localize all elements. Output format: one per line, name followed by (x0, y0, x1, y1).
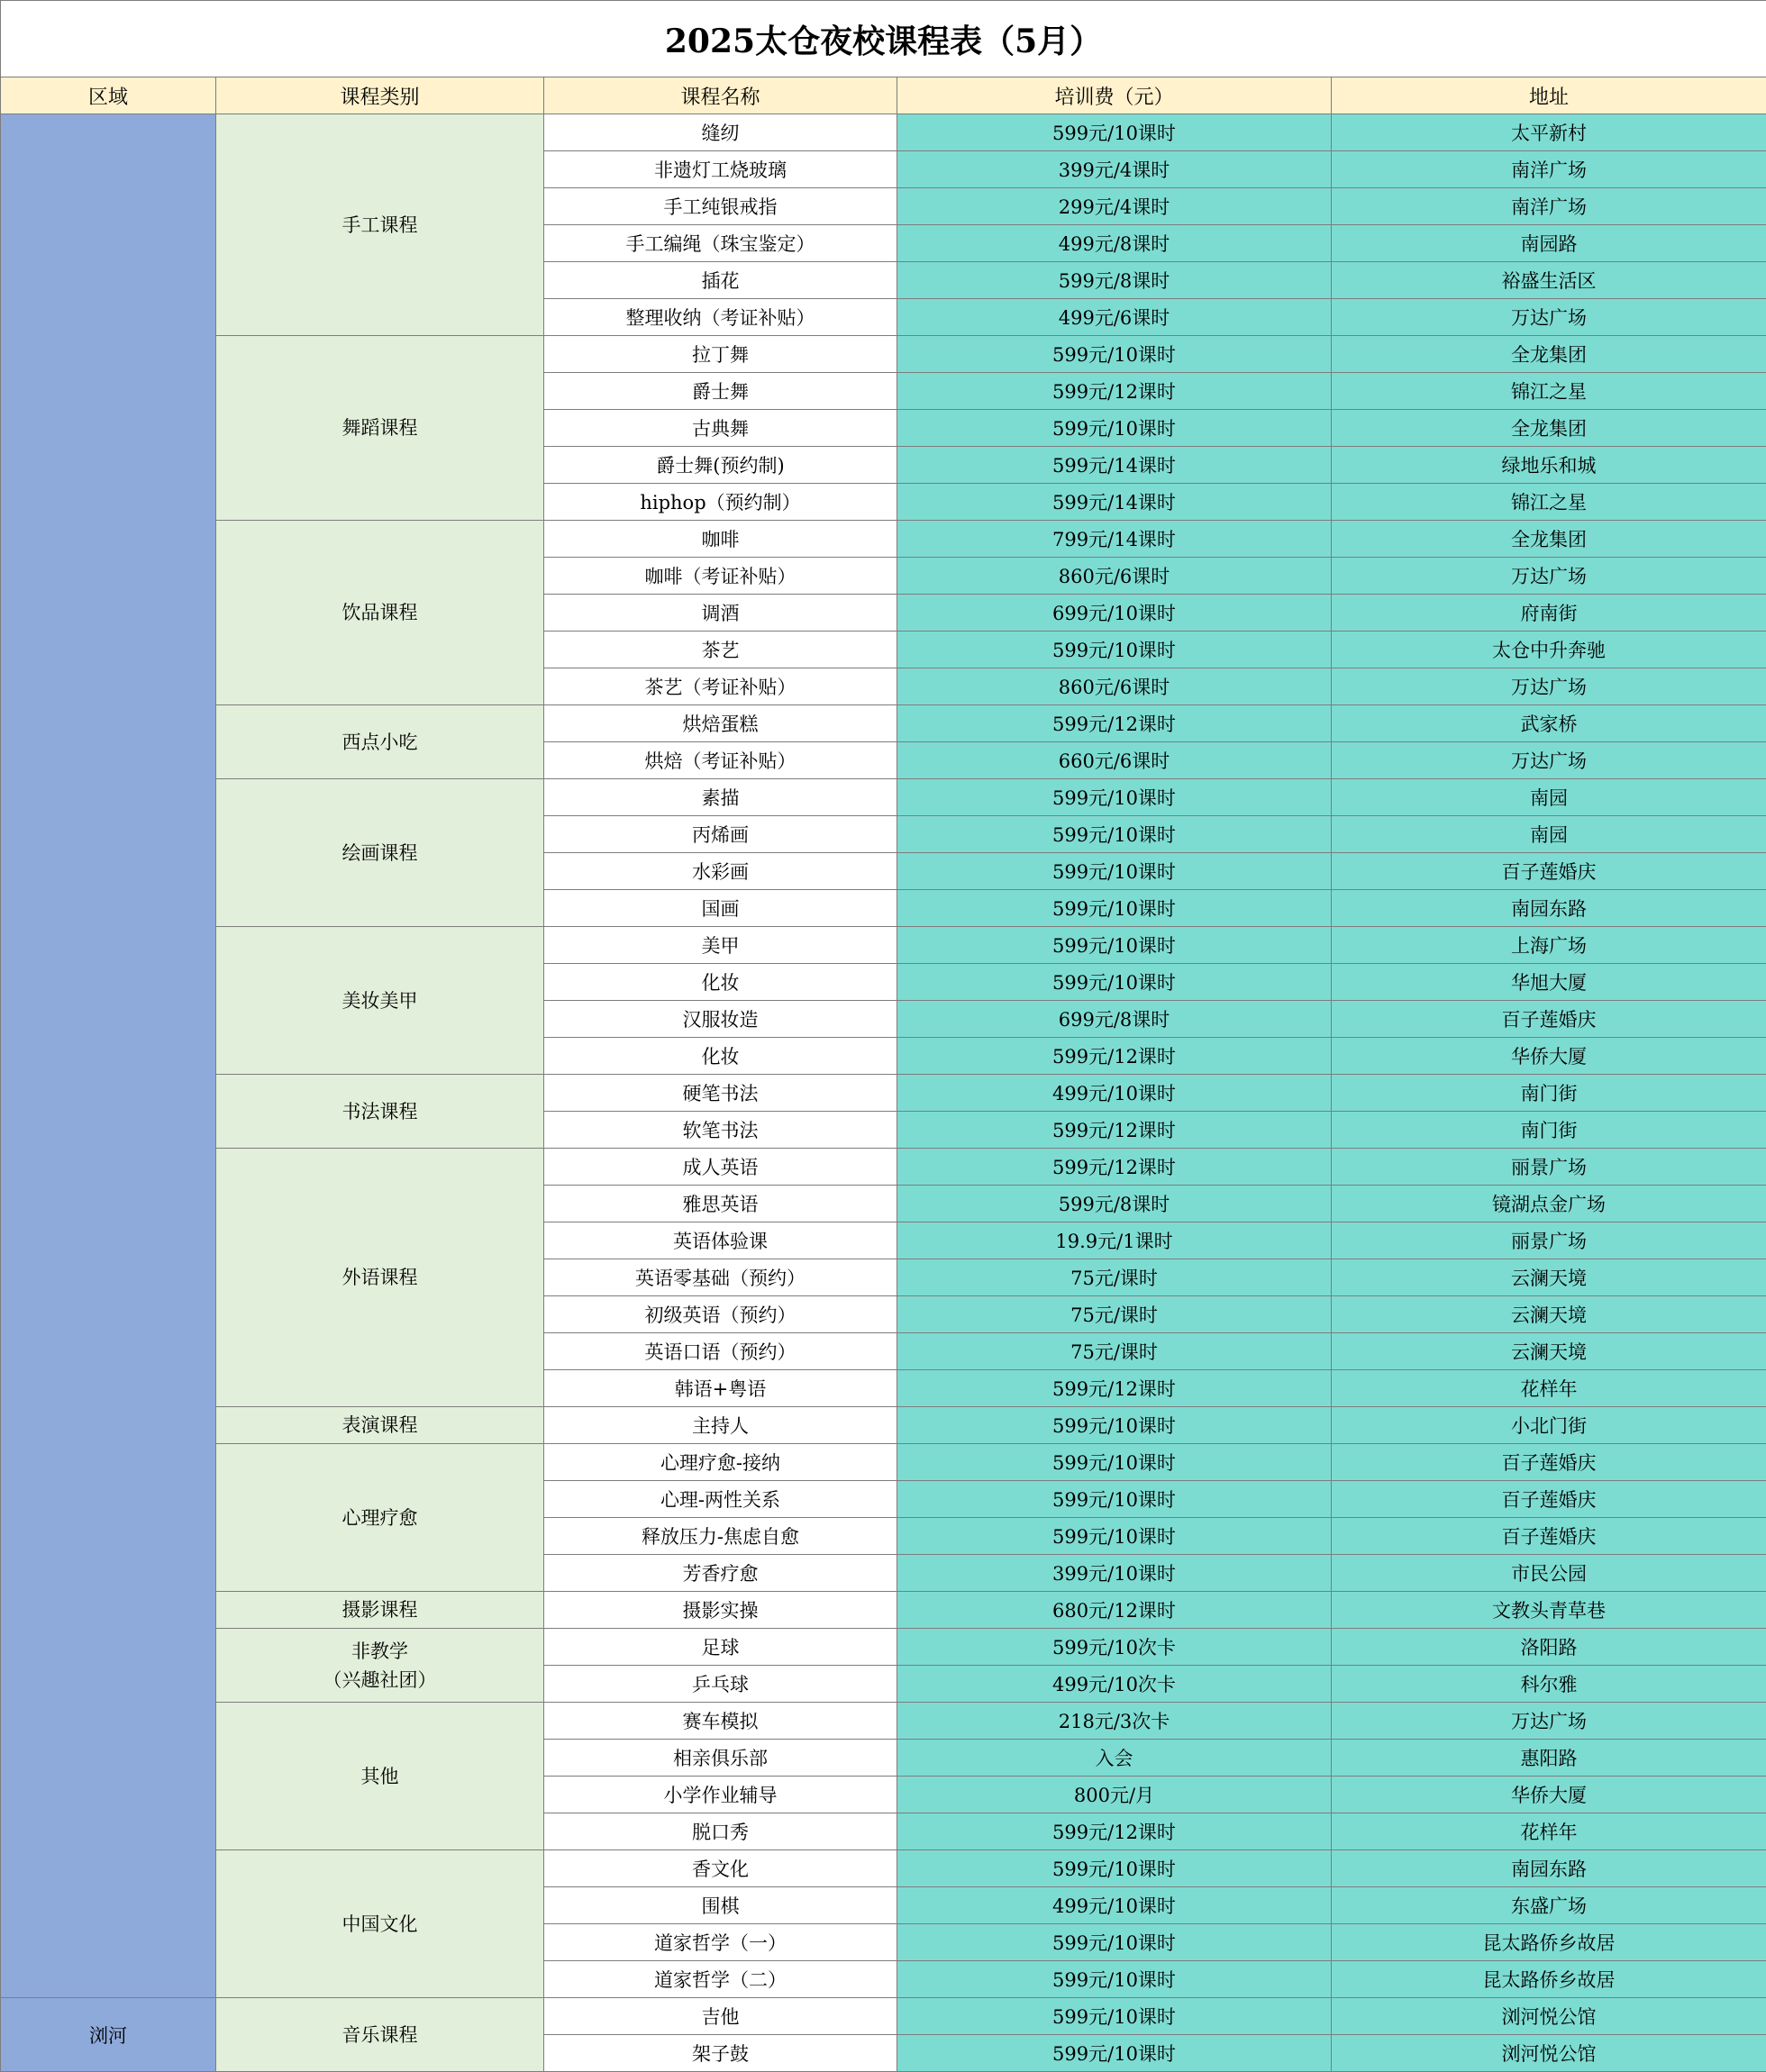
fee-cell: 860元/6课时 (897, 558, 1332, 595)
address-cell: 云澜天境 (1332, 1333, 1766, 1370)
address-cell: 太平新村 (1332, 114, 1766, 151)
address-cell: 万达广场 (1332, 299, 1766, 336)
course-name-cell: 释放压力-焦虑自愈 (544, 1518, 897, 1555)
category-label: 美妆美甲 (342, 986, 418, 1015)
course-name-cell: 初级英语（预约） (544, 1296, 897, 1333)
course-name-cell: 相亲俱乐部 (544, 1740, 897, 1777)
address-cell: 绿地乐和城 (1332, 447, 1766, 484)
course-name-cell: 调酒 (544, 595, 897, 632)
course-name-cell: 古典舞 (544, 410, 897, 447)
course-name-cell: 心理疗愈-接纳 (544, 1444, 897, 1481)
course-name-cell: 咖啡（考证补贴） (544, 558, 897, 595)
address-cell: 华旭大厦 (1332, 964, 1766, 1001)
category-cell (216, 705, 544, 779)
category-label: 绘画课程 (342, 839, 418, 868)
address-cell: 科尔雅 (1332, 1666, 1766, 1703)
course-name-cell: 爵士舞 (544, 373, 897, 410)
table-row (1, 927, 1766, 964)
category-cell (216, 1407, 544, 1444)
table-row (1, 779, 1766, 816)
category-cell (216, 927, 544, 1075)
fee-cell: 599元/10课时 (897, 1924, 1332, 1961)
fee-cell: 599元/12课时 (897, 1149, 1332, 1186)
address-cell: 南园东路 (1332, 1850, 1766, 1887)
fee-cell: 218元/3次卡 (897, 1703, 1332, 1740)
address-cell: 云澜天境 (1332, 1259, 1766, 1296)
address-cell: 南门街 (1332, 1075, 1766, 1112)
fee-cell: 499元/10课时 (897, 1887, 1332, 1924)
course-name-cell: 雅思英语 (544, 1186, 897, 1222)
address-cell: 东盛广场 (1332, 1887, 1766, 1924)
fee-cell: 599元/12课时 (897, 705, 1332, 742)
category-label: 西点小吃 (342, 728, 418, 757)
header-region: 区域 (1, 77, 216, 114)
table-row (1, 1075, 1766, 1112)
fee-cell: 599元/10课时 (897, 816, 1332, 853)
category-label: 表演课程 (342, 1411, 418, 1440)
fee-cell: 599元/10课时 (897, 964, 1332, 1001)
fee-cell: 75元/课时 (897, 1333, 1332, 1370)
address-cell: 南洋广场 (1332, 151, 1766, 188)
course-name-cell: 心理-两性关系 (544, 1481, 897, 1518)
course-name-cell: 手工编绳（珠宝鉴定） (544, 225, 897, 262)
course-name-cell: 拉丁舞 (544, 336, 897, 373)
course-name-cell: 香文化 (544, 1850, 897, 1887)
fee-cell: 599元/10课时 (897, 114, 1332, 151)
fee-cell: 499元/10次卡 (897, 1666, 1332, 1703)
course-name-cell: 汉服妆造 (544, 1001, 897, 1038)
category-cell (216, 1703, 544, 1850)
table-row (1, 1850, 1766, 1887)
course-name-cell: 化妆 (544, 964, 897, 1001)
fee-cell: 680元/12课时 (897, 1592, 1332, 1629)
fee-cell: 75元/课时 (897, 1259, 1332, 1296)
table-row (1, 114, 1766, 151)
course-name-cell: 国画 (544, 890, 897, 927)
course-name-cell: 芳香疗愈 (544, 1555, 897, 1592)
fee-cell: 699元/10课时 (897, 595, 1332, 632)
course-name-cell: 英语口语（预约） (544, 1333, 897, 1370)
category-cell (216, 114, 544, 336)
fee-cell: 599元/10课时 (897, 2035, 1332, 2072)
address-cell: 洛阳路 (1332, 1629, 1766, 1666)
fee-cell: 599元/14课时 (897, 447, 1332, 484)
fee-cell: 入会 (897, 1740, 1332, 1777)
fee-cell: 499元/8课时 (897, 225, 1332, 262)
address-cell: 南园路 (1332, 225, 1766, 262)
fee-cell: 599元/10次卡 (897, 1629, 1332, 1666)
fee-cell: 599元/12课时 (897, 1370, 1332, 1407)
address-cell: 万达广场 (1332, 668, 1766, 705)
fee-cell: 19.9元/1课时 (897, 1222, 1332, 1259)
fee-cell: 599元/10课时 (897, 1518, 1332, 1555)
fee-cell: 299元/4课时 (897, 188, 1332, 225)
fee-cell: 599元/8课时 (897, 262, 1332, 299)
address-cell: 云澜天境 (1332, 1296, 1766, 1333)
fee-cell: 499元/6课时 (897, 299, 1332, 336)
address-cell: 南洋广场 (1332, 188, 1766, 225)
course-name-cell: 茶艺 (544, 632, 897, 668)
course-name-cell: 咖啡 (544, 521, 897, 558)
address-cell: 全龙集团 (1332, 410, 1766, 447)
category-cell (216, 1998, 544, 2072)
category-label: 舞蹈课程 (342, 413, 418, 442)
fee-cell: 799元/14课时 (897, 521, 1332, 558)
table-title: 2025太仓夜校课程表（5月） (1, 1, 1766, 77)
header-address: 地址 (1332, 77, 1766, 114)
fee-cell: 599元/10课时 (897, 1961, 1332, 1998)
course-name-cell: 手工纯银戒指 (544, 188, 897, 225)
fee-cell: 599元/10课时 (897, 890, 1332, 927)
address-cell: 惠阳路 (1332, 1740, 1766, 1777)
category-label: 书法课程 (342, 1097, 418, 1126)
course-name-cell: 小学作业辅导 (544, 1777, 897, 1813)
address-cell: 万达广场 (1332, 558, 1766, 595)
fee-cell: 75元/课时 (897, 1296, 1332, 1333)
address-cell: 百子莲婚庆 (1332, 1481, 1766, 1518)
category-label: 音乐课程 (342, 2021, 418, 2049)
category-cell (216, 336, 544, 521)
table-row (1, 1592, 1766, 1629)
course-name-cell: 素描 (544, 779, 897, 816)
fee-cell: 599元/12课时 (897, 1813, 1332, 1850)
address-cell: 锦江之星 (1332, 484, 1766, 521)
course-name-cell: 爵士舞(预约制) (544, 447, 897, 484)
course-name-cell: 韩语+粤语 (544, 1370, 897, 1407)
fee-cell: 800元/月 (897, 1777, 1332, 1813)
address-cell: 武家桥 (1332, 705, 1766, 742)
course-name-cell: 脱口秀 (544, 1813, 897, 1850)
category-cell (216, 1444, 544, 1592)
address-cell: 文教头青草巷 (1332, 1592, 1766, 1629)
course-name-cell: 硬笔书法 (544, 1075, 897, 1112)
address-cell: 华侨大厦 (1332, 1038, 1766, 1075)
course-name-cell: 主持人 (544, 1407, 897, 1444)
course-name-cell: 烘焙蛋糕 (544, 705, 897, 742)
table-row (1, 1149, 1766, 1186)
course-name-cell: 烘焙（考证补贴） (544, 742, 897, 779)
category-cell (216, 1592, 544, 1629)
header-category: 课程类别 (216, 77, 544, 114)
header-row (1, 77, 1766, 114)
address-cell: 府南街 (1332, 595, 1766, 632)
course-name-cell: 插花 (544, 262, 897, 299)
table-row (1, 705, 1766, 742)
address-cell: 万达广场 (1332, 1703, 1766, 1740)
address-cell: 全龙集团 (1332, 521, 1766, 558)
address-cell: 锦江之星 (1332, 373, 1766, 410)
fee-cell: 599元/10课时 (897, 1407, 1332, 1444)
fee-cell: 599元/14课时 (897, 484, 1332, 521)
fee-cell: 499元/10课时 (897, 1075, 1332, 1112)
category-cell (216, 1149, 544, 1407)
course-name-cell: 软笔书法 (544, 1112, 897, 1149)
address-cell: 裕盛生活区 (1332, 262, 1766, 299)
course-name-cell: 美甲 (544, 927, 897, 964)
address-cell: 市民公园 (1332, 1555, 1766, 1592)
category-cell (216, 1075, 544, 1149)
address-cell: 丽景广场 (1332, 1222, 1766, 1259)
fee-cell: 599元/10课时 (897, 927, 1332, 964)
course-name-cell: 整理收纳（考证补贴） (544, 299, 897, 336)
address-cell: 花样年 (1332, 1813, 1766, 1850)
category-cell (216, 521, 544, 705)
course-name-cell: 架子鼓 (544, 2035, 897, 2072)
fee-cell: 399元/4课时 (897, 151, 1332, 188)
address-cell: 昆太路侨乡故居 (1332, 1961, 1766, 1998)
fee-cell: 599元/12课时 (897, 1038, 1332, 1075)
fee-cell: 599元/10课时 (897, 1481, 1332, 1518)
course-name-cell: 缝纫 (544, 114, 897, 151)
table-row (1, 1703, 1766, 1740)
address-cell: 华侨大厦 (1332, 1777, 1766, 1813)
address-cell: 百子莲婚庆 (1332, 853, 1766, 890)
address-cell: 南园东路 (1332, 890, 1766, 927)
course-name-cell: 非遗灯工烧玻璃 (544, 151, 897, 188)
course-name-cell: 道家哲学（一） (544, 1924, 897, 1961)
course-name-cell: 足球 (544, 1629, 897, 1666)
fee-cell: 599元/10课时 (897, 410, 1332, 447)
course-name-cell: 丙烯画 (544, 816, 897, 853)
address-cell: 南门街 (1332, 1112, 1766, 1149)
fee-cell: 660元/6课时 (897, 742, 1332, 779)
category-label: 心理疗愈 (342, 1504, 418, 1532)
fee-cell: 599元/8课时 (897, 1186, 1332, 1222)
table-row (1, 1998, 1766, 2035)
address-cell: 南园 (1332, 816, 1766, 853)
course-name-cell: 围棋 (544, 1887, 897, 1924)
category-cell (216, 1629, 544, 1703)
category-label: 其他 (361, 1762, 399, 1791)
fee-cell: 599元/12课时 (897, 1112, 1332, 1149)
fee-cell: 599元/10课时 (897, 336, 1332, 373)
region-cell (1, 114, 216, 1998)
course-name-cell: hiphop（预约制） (544, 484, 897, 521)
category-label: 外语课程 (342, 1263, 418, 1292)
category-cell (216, 1850, 544, 1998)
course-name-cell: 水彩画 (544, 853, 897, 890)
category-label: 摄影课程 (342, 1595, 418, 1624)
course-name-cell: 茶艺（考证补贴） (544, 668, 897, 705)
address-cell: 百子莲婚庆 (1332, 1001, 1766, 1038)
category-cell (216, 779, 544, 927)
fee-cell: 599元/10课时 (897, 1998, 1332, 2035)
course-name-cell: 道家哲学（二） (544, 1961, 897, 1998)
course-name-cell: 成人英语 (544, 1149, 897, 1186)
table-row (1, 336, 1766, 373)
address-cell: 花样年 (1332, 1370, 1766, 1407)
table-row (1, 1444, 1766, 1481)
address-cell: 百子莲婚庆 (1332, 1518, 1766, 1555)
address-cell: 全龙集团 (1332, 336, 1766, 373)
category-label: 中国文化 (342, 1910, 418, 1939)
course-name-cell: 乒乓球 (544, 1666, 897, 1703)
address-cell: 万达广场 (1332, 742, 1766, 779)
address-cell: 南园 (1332, 779, 1766, 816)
address-cell: 浏河悦公馆 (1332, 1998, 1766, 2035)
address-cell: 小北门街 (1332, 1407, 1766, 1444)
address-cell: 太仓中升奔驰 (1332, 632, 1766, 668)
address-cell: 百子莲婚庆 (1332, 1444, 1766, 1481)
address-cell: 浏河悦公馆 (1332, 2035, 1766, 2072)
address-cell: 上海广场 (1332, 927, 1766, 964)
address-cell: 昆太路侨乡故居 (1332, 1924, 1766, 1961)
course-name-cell: 化妆 (544, 1038, 897, 1075)
address-cell: 镜湖点金广场 (1332, 1186, 1766, 1222)
category-label: 非教学 （兴趣社团） (323, 1637, 437, 1695)
fee-cell: 599元/10课时 (897, 632, 1332, 668)
course-name-cell: 英语体验课 (544, 1222, 897, 1259)
fee-cell: 599元/12课时 (897, 373, 1332, 410)
table-row (1, 521, 1766, 558)
fee-cell: 860元/6课时 (897, 668, 1332, 705)
header-fee: 培训费（元） (897, 77, 1332, 114)
fee-cell: 599元/10课时 (897, 779, 1332, 816)
course-name-cell: 赛车模拟 (544, 1703, 897, 1740)
category-label: 饮品课程 (342, 598, 418, 627)
header-course-name: 课程名称 (544, 77, 897, 114)
course-name-cell: 吉他 (544, 1998, 897, 2035)
fee-cell: 599元/10课时 (897, 1850, 1332, 1887)
category-label: 手工课程 (342, 211, 418, 240)
address-cell: 丽景广场 (1332, 1149, 1766, 1186)
table-row (1, 1407, 1766, 1444)
fee-cell: 399元/10课时 (897, 1555, 1332, 1592)
course-name-cell: 英语零基础（预约） (544, 1259, 897, 1296)
fee-cell: 599元/10课时 (897, 853, 1332, 890)
fee-cell: 699元/8课时 (897, 1001, 1332, 1038)
course-name-cell: 摄影实操 (544, 1592, 897, 1629)
region-cell: 浏河 (1, 1998, 216, 2072)
table-row (1, 1629, 1766, 1666)
fee-cell: 599元/10课时 (897, 1444, 1332, 1481)
